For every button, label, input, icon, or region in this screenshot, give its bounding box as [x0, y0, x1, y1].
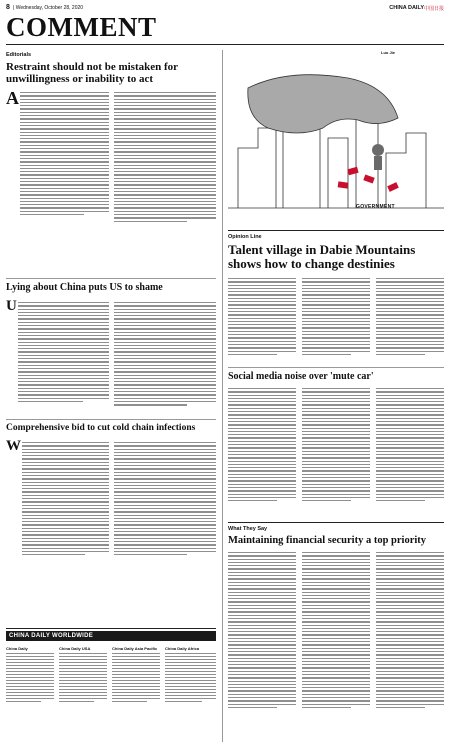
lead-editorial-body-col2 [114, 92, 216, 222]
drop-cap: A [6, 88, 19, 108]
page-number: 8 [6, 4, 10, 11]
talent-body-col1 [228, 278, 296, 355]
what-they-say-rule [228, 522, 444, 523]
footer-col-title: China Daily USA [59, 646, 91, 651]
footer-rule [6, 628, 216, 629]
footer-col-title: China Daily Asia Pacific [112, 646, 158, 651]
opinion-rule [228, 230, 444, 231]
talent-body-col2 [302, 278, 370, 355]
footer-col-china-daily [6, 646, 54, 702]
divider [6, 419, 216, 420]
financial-security-headline: Maintaining financial security a top priority [228, 535, 427, 546]
footer-col-usa [59, 646, 107, 702]
social-media-body-col3 [376, 388, 444, 501]
section-title: COMMENT [6, 12, 157, 42]
cold-chain-editorial-headline: Comprehensive bid to cut cold chain infections [6, 423, 196, 433]
financial-body-col3 [376, 552, 444, 708]
talent-village-headline: Talent village in Dabie Mountains shows how to change destinies [228, 242, 416, 271]
footer-col-asia-pacific [112, 646, 160, 702]
drop-cap: W [6, 438, 21, 454]
column-separator [222, 50, 223, 742]
opinion-line-label: Opinion Line [228, 234, 262, 240]
paper-name: CHINA DAILY [389, 5, 424, 11]
cold-chain-editorial-body-col2 [114, 442, 216, 555]
drop-cap: U [6, 298, 17, 314]
cartoon-caption: GOVERNMENT [356, 204, 395, 210]
social-media-body-col2 [302, 388, 370, 501]
footer-bar [6, 631, 216, 641]
financial-body-col2 [302, 552, 370, 708]
social-media-headline: Social media noise over 'mute car' [228, 371, 374, 382]
lying-editorial-body-col2 [114, 302, 216, 406]
divider [228, 367, 444, 368]
footer-col-africa [165, 646, 216, 702]
footer-col-title: China Daily Africa [165, 646, 200, 651]
lying-editorial-headline: Lying about China puts US to shame [6, 282, 163, 293]
cold-chain-editorial-body-col1 [6, 440, 109, 555]
cartoon-illustration [228, 58, 444, 226]
what-they-say-label: What They Say [228, 526, 268, 532]
lead-editorial-body-col1 [6, 90, 109, 215]
cartoon-artist: Luo Jie [381, 50, 396, 55]
date-line: | Wednesday, October 28, 2020 [13, 5, 84, 11]
footer-col-title: China Daily [6, 646, 28, 651]
footer-bar-title: CHINA DAILY WORLDWIDE [9, 632, 94, 639]
lying-editorial-body-col1 [6, 300, 109, 402]
lead-editorial-headline: Restraint should not be mistaken for unwillingness or inability to act [6, 61, 178, 85]
divider [6, 278, 216, 279]
talent-body-col3 [376, 278, 444, 355]
social-media-body-col1 [228, 388, 296, 501]
financial-body-col1 [228, 552, 296, 708]
paper-name-cn: 中国日报 [423, 6, 444, 12]
masthead-rule [6, 44, 444, 45]
editorials-label: Editorials [6, 52, 32, 58]
